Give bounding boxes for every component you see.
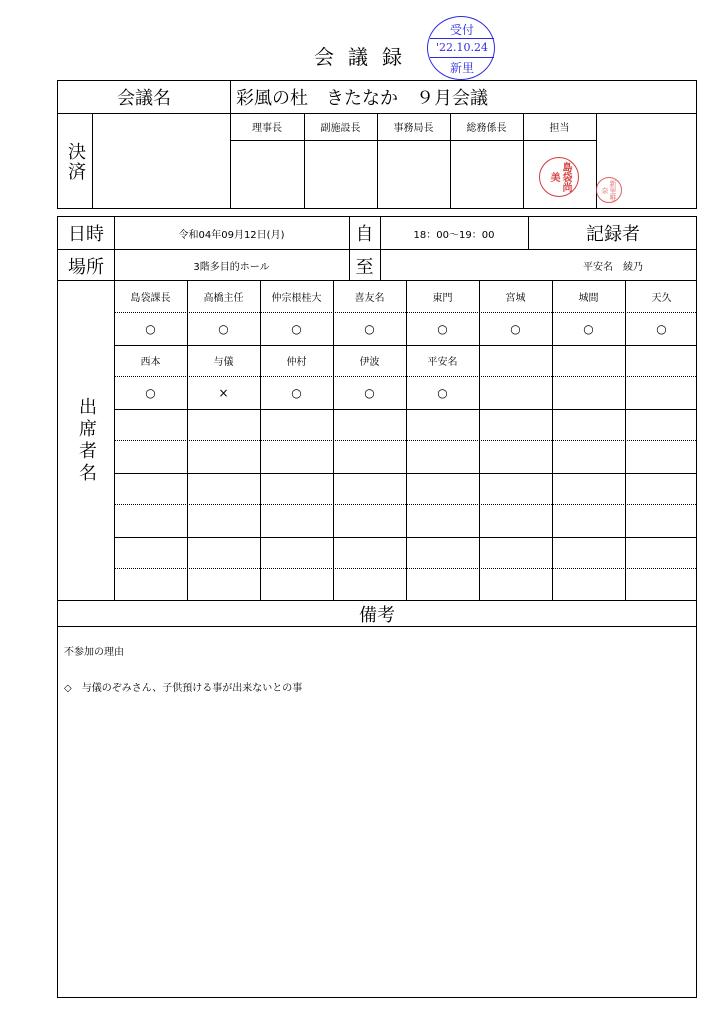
attendee-name: 東門 xyxy=(432,293,453,304)
datetime-label: 日時 xyxy=(68,224,104,245)
from-label: 自 xyxy=(355,224,374,245)
attendance-mark: ○ xyxy=(656,322,667,336)
place-value: 3階多目的ホール xyxy=(193,262,270,273)
attendee-name: 城間 xyxy=(578,293,599,304)
seal-stamp-main: 島袋尚美 xyxy=(539,157,579,197)
attendance-mark: ○ xyxy=(291,322,302,336)
attendee-name: 伊波 xyxy=(359,357,380,368)
recorder-label: 記録者 xyxy=(586,224,640,245)
remarks-line-1: 不参加の理由 xyxy=(64,647,124,658)
remarks-line-2: ◇ 与儀のぞみさん、子供預ける事が出来ないとの事 xyxy=(64,683,303,694)
receipt-stamp-name: 新里 xyxy=(449,60,474,75)
attendee-name: 宮城 xyxy=(505,293,526,304)
attendance-mark: ○ xyxy=(291,386,302,400)
attendance-mark: ○ xyxy=(364,322,375,336)
receipt-stamp-date: '22.10.24 xyxy=(435,40,488,54)
attendance-mark: ○ xyxy=(437,386,448,400)
attendee-name: 仲宗根桂大 xyxy=(271,293,322,304)
datetime-value: 令和04年09月12日(月) xyxy=(178,229,285,241)
to-label: 至 xyxy=(355,256,374,278)
approval-label: 決済 xyxy=(65,141,86,182)
attendee-name: 喜友名 xyxy=(354,293,385,304)
header-table xyxy=(57,80,697,209)
attendee-name: 与儀 xyxy=(213,357,234,368)
role-general-affairs-chief: 総務係長 xyxy=(466,123,507,134)
attendees-table xyxy=(57,281,697,601)
role-chairman: 理事長 xyxy=(252,123,282,134)
attendance-mark: ○ xyxy=(583,322,594,336)
receipt-stamp-top: 受付 xyxy=(449,22,474,37)
attendance-mark: ○ xyxy=(510,322,521,336)
attendee-name: 西本 xyxy=(140,357,161,368)
meeting-name-value: 彩風の杜 きたなか ９月会議 xyxy=(236,88,488,109)
attendance-mark: ○ xyxy=(364,386,375,400)
attendee-name: 仲村 xyxy=(286,357,307,368)
role-vice-director: 副施設長 xyxy=(320,123,361,134)
attendance-mark: × xyxy=(218,386,229,400)
attendance-mark: ○ xyxy=(218,322,229,336)
remarks-label: 備考 xyxy=(57,600,697,627)
place-label: 場所 xyxy=(68,256,104,278)
receipt-stamp xyxy=(427,16,495,80)
datetime-table xyxy=(57,216,697,281)
attendance-mark: ○ xyxy=(437,322,448,336)
attendee-name: 島袋課長 xyxy=(130,293,171,304)
attendees-label: 出席者名 xyxy=(76,397,97,485)
role-staff: 担当 xyxy=(549,123,570,134)
attendee-name: 高橋主任 xyxy=(203,293,244,304)
seal-stamp-small: 新里唯奈 xyxy=(596,177,622,203)
time-range: 18：00～19：00 xyxy=(413,229,495,241)
attendee-name: 平安名 xyxy=(427,357,458,368)
role-secretary-general: 事務局長 xyxy=(393,123,434,134)
attendee-name: 天久 xyxy=(651,293,672,304)
recorder-value: 平安名 綾乃 xyxy=(583,262,643,273)
remarks-body xyxy=(57,626,697,998)
meeting-name-label: 会議名 xyxy=(117,88,171,109)
attendance-mark: ○ xyxy=(145,322,156,336)
page-title: 会議録 xyxy=(314,44,416,69)
attendance-mark: ○ xyxy=(145,386,156,400)
